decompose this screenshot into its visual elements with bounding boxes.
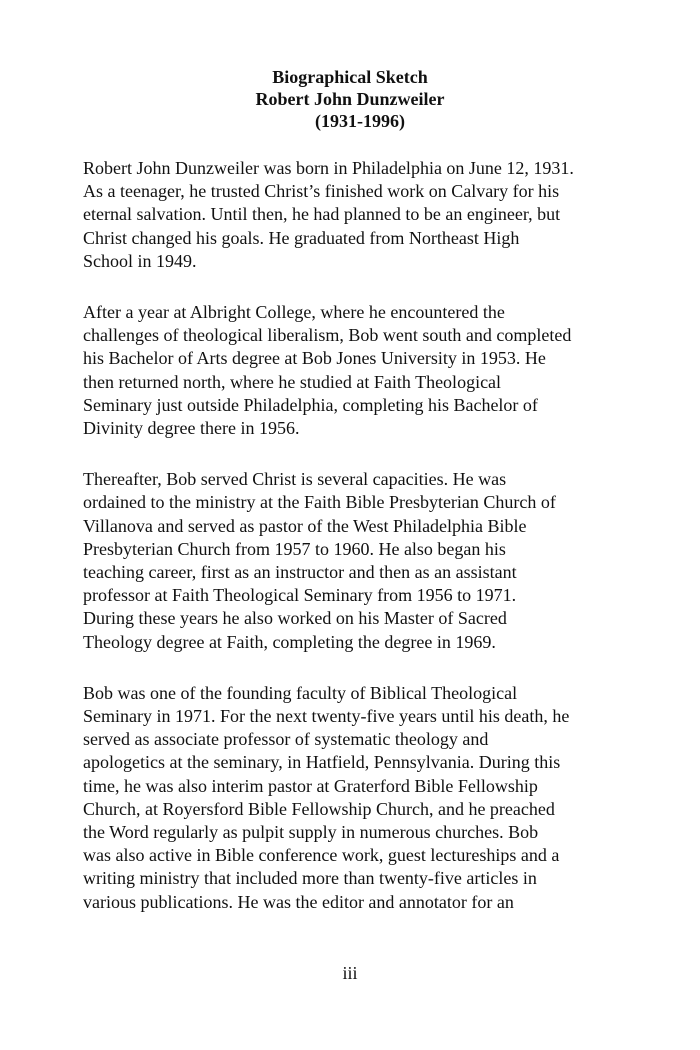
text-line: challenges of theological liberalism, Bob went south and completed bbox=[83, 325, 572, 346]
text-line: was also active in Bible conference work, guest lectureships and a bbox=[83, 845, 560, 866]
text-line: teaching career, first as an instructor and then as an assistant bbox=[83, 562, 517, 583]
text-line: Thereafter, Bob served Christ is several capacities. He was bbox=[83, 469, 507, 490]
text-line: Christ changed his goals. He graduated from Northeast High bbox=[83, 227, 520, 248]
paragraph-early-life bbox=[83, 157, 673, 273]
text-line: School in 1949. bbox=[83, 250, 197, 271]
text-line: Divinity degree there in 1956. bbox=[83, 418, 300, 439]
body-text bbox=[83, 157, 673, 942]
text-line: apologetics at the seminary, in Hatfield, Pennsylvania. During this bbox=[83, 752, 561, 773]
text-line: Seminary in 1971. For the next twenty-five years until his death, he bbox=[83, 706, 570, 727]
text-line: ordained to the ministry at the Faith Bible Presbyterian Church of bbox=[83, 492, 556, 513]
text-line: Presbyterian Church from 1957 to 1960. He also began his bbox=[83, 538, 506, 559]
subject-dates: (1931-1996) bbox=[315, 111, 405, 131]
text-line: eternal salvation. Until then, he had planned to be an engineer, but bbox=[83, 204, 561, 225]
text-line: time, he was also interim pastor at Graterford Bible Fellowship bbox=[83, 775, 538, 796]
text-line: his Bachelor of Arts degree at Bob Jones University in 1953. He bbox=[83, 348, 546, 369]
text-line: then returned north, where he studied at Faith Theological bbox=[83, 371, 502, 392]
text-line: the Word regularly as pulpit supply in numerous churches. Bob bbox=[83, 822, 539, 843]
document-heading: Biographical Sketch bbox=[272, 67, 428, 87]
text-line: Theology degree at Faith, completing the degree in 1969. bbox=[83, 631, 496, 652]
text-line: professor at Faith Theological Seminary from 1956 to 1971. bbox=[83, 585, 517, 606]
page-number: iii bbox=[342, 963, 358, 983]
text-line: Seminary just outside Philadelphia, completing his Bachelor of bbox=[83, 394, 538, 415]
text-line: Bob was one of the founding faculty of Biblical Theological bbox=[83, 682, 518, 703]
text-line: writing ministry that included more than twenty-five articles in bbox=[83, 868, 537, 889]
text-line: Villanova and served as pastor of the West Philadelphia Bible bbox=[83, 515, 527, 536]
subject-name: Robert John Dunzweiler bbox=[255, 89, 445, 109]
text-line: Robert John Dunzweiler was born in Philadelphia on June 12, 1931. bbox=[83, 158, 574, 178]
text-line: Church, at Royersford Bible Fellowship Church, and he preached bbox=[83, 798, 555, 819]
text-line: As a teenager, he trusted Christ’s finished work on Calvary for his bbox=[83, 181, 560, 202]
text-line: After a year at Albright College, where he encountered the bbox=[83, 302, 505, 323]
text-line: During these years he also worked on his Master of Sacred bbox=[83, 608, 507, 629]
paragraph-education bbox=[83, 301, 673, 440]
title-block bbox=[0, 66, 700, 132]
text-line: served as associate professor of systematic theology and bbox=[83, 729, 489, 750]
text-line: various publications. He was the editor and annotator for an bbox=[83, 891, 514, 912]
paragraph-seminary-career bbox=[83, 682, 673, 914]
paragraph-ministry bbox=[83, 468, 673, 654]
